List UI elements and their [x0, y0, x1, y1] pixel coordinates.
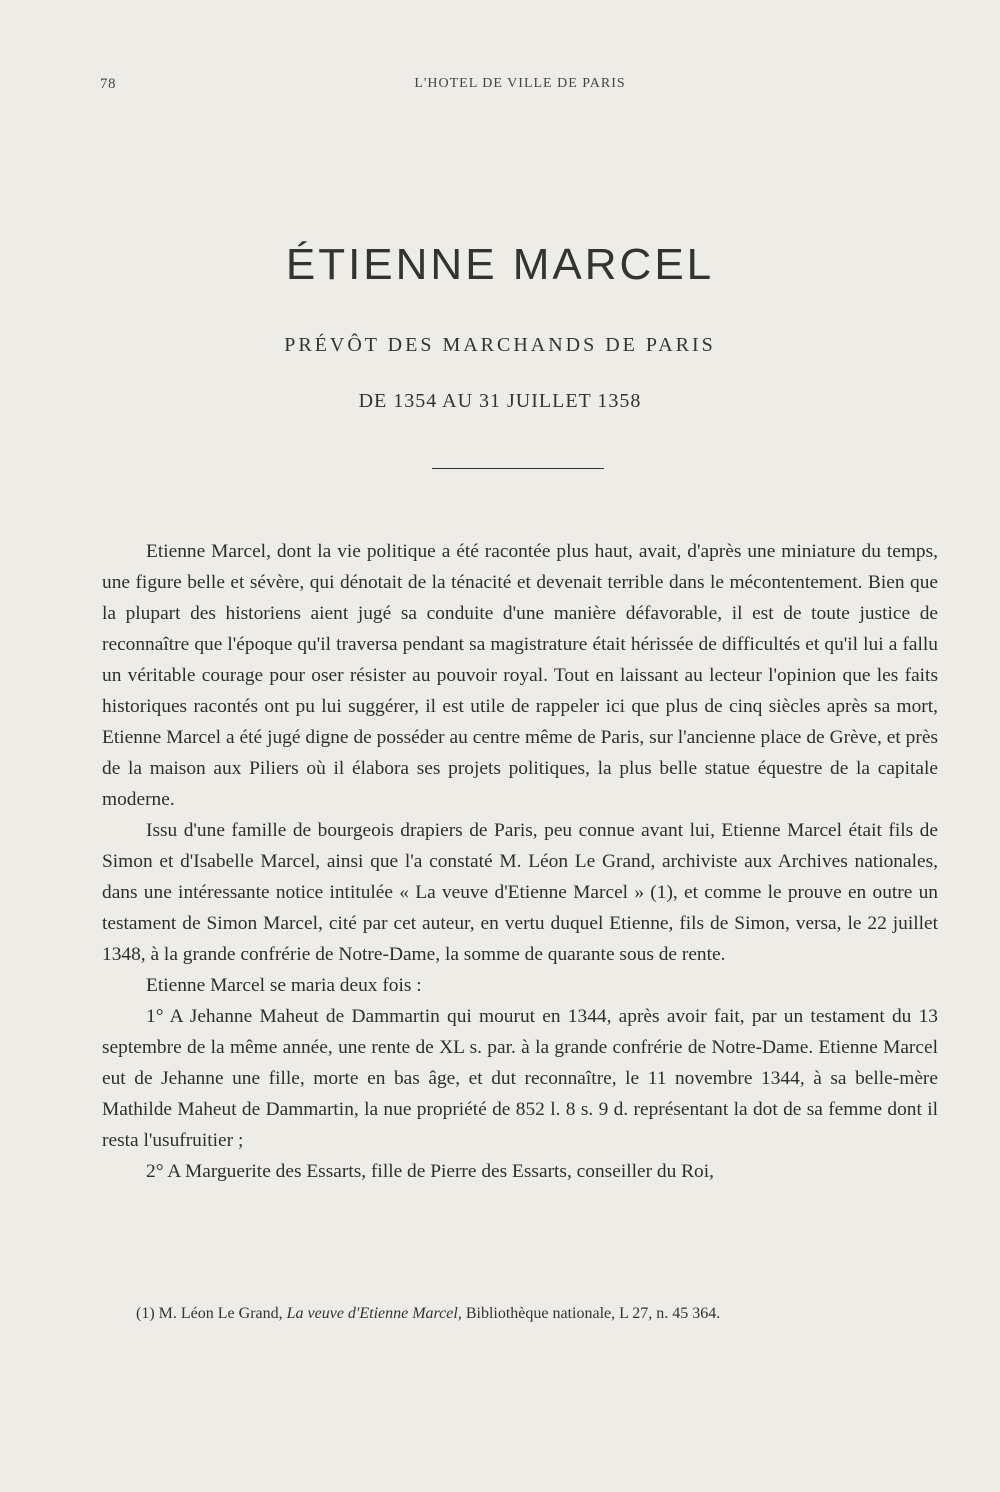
running-header: [100, 76, 940, 100]
chapter-dates: DE 1354 AU 31 JUILLET 1358: [358, 390, 642, 412]
page-number: 78: [100, 76, 116, 92]
paragraph-2: Issu d'une famille de bourgeois drapiers de Paris, peu connue avant lui, Etienne Marcel était fils de Simon et d'Isabelle Marcel, ainsi que l'a constaté M. Léon Le Grand, archiviste aux Archives nationales, dans une intéressante notice intitulée « La veuve d'Etienne Marcel » (1), et comme le prouve en outre un testament de Simon Marcel, cité par cet auteur, en vertu duquel Etienne, fils de Simon, versa, le 22 juillet 1348, à la grande confrérie de Notre-Dame, la somme de quarante sous de rente.: [102, 820, 938, 965]
chapter-title: ÉTIENNE MARCEL: [285, 240, 715, 289]
paragraph-3: Etienne Marcel se maria deux fois :: [146, 975, 422, 996]
footnote-reference: Bibliothèque nationale, L 27, n. 45 364.: [465, 1305, 721, 1322]
footnote-author: M. Léon Le Grand,: [158, 1305, 283, 1322]
running-title: L'HOTEL DE VILLE DE PARIS: [414, 76, 626, 91]
body-text: [102, 536, 938, 1187]
chapter-subtitle: PRÉVÔT DES MARCHANDS DE PARIS: [284, 334, 716, 356]
footnote-work-title: La veuve d'Etienne Marcel,: [286, 1305, 462, 1322]
footnote-marker: (1): [136, 1305, 155, 1322]
paragraph-4: 1° A Jehanne Maheut de Dammartin qui mourut en 1344, après avoir fait, par un testament du 13 septembre de la même année, une rente de XL s. par. à la grande confrérie de Notre-Dame. Etienne Marcel eut de Jehanne une fille, morte en bas âge, et dut reconnaître, le 11 novembre 1344, à sa belle-mère Mathilde Maheut de Dammartin, la nue propriété de 852 l. 8 s. 9 d. représentant la dot de sa femme dont il resta l'usufruitier ;: [102, 1006, 938, 1151]
paragraph-5: 2° A Marguerite des Essarts, fille de Pierre des Essarts, conseiller du Roi,: [146, 1161, 714, 1182]
footnote: [136, 1302, 940, 1326]
separator-rule: [432, 468, 604, 469]
paragraph-1: Etienne Marcel, dont la vie politique a été racontée plus haut, avait, d'après une miniature du temps, une figure belle et sévère, qui dénotait de la ténacité et devenait terrible dans le mécontentement. Bien que la plupart des historiens aient jugé sa conduite d'une manière défavorable, il est de toute justice de reconnaître que l'époque qu'il traversa pendant sa magistrature était hérissée de difficultés et qu'il lui a fallu un véritable courage pour oser résister au pouvoir royal. Tout en laissant au lecteur l'opinion que les faits historiques racontés ont pu lui suggérer, il est utile de rappeler ici que plus de cinq siècles après sa mort, Etienne Marcel a été jugé digne de posséder au centre même de Paris, sur l'ancienne place de Grève, et près de la maison aux Piliers où il élabora ses projets politiques, la plus belle statue équestre de la capitale moderne.: [102, 541, 938, 810]
